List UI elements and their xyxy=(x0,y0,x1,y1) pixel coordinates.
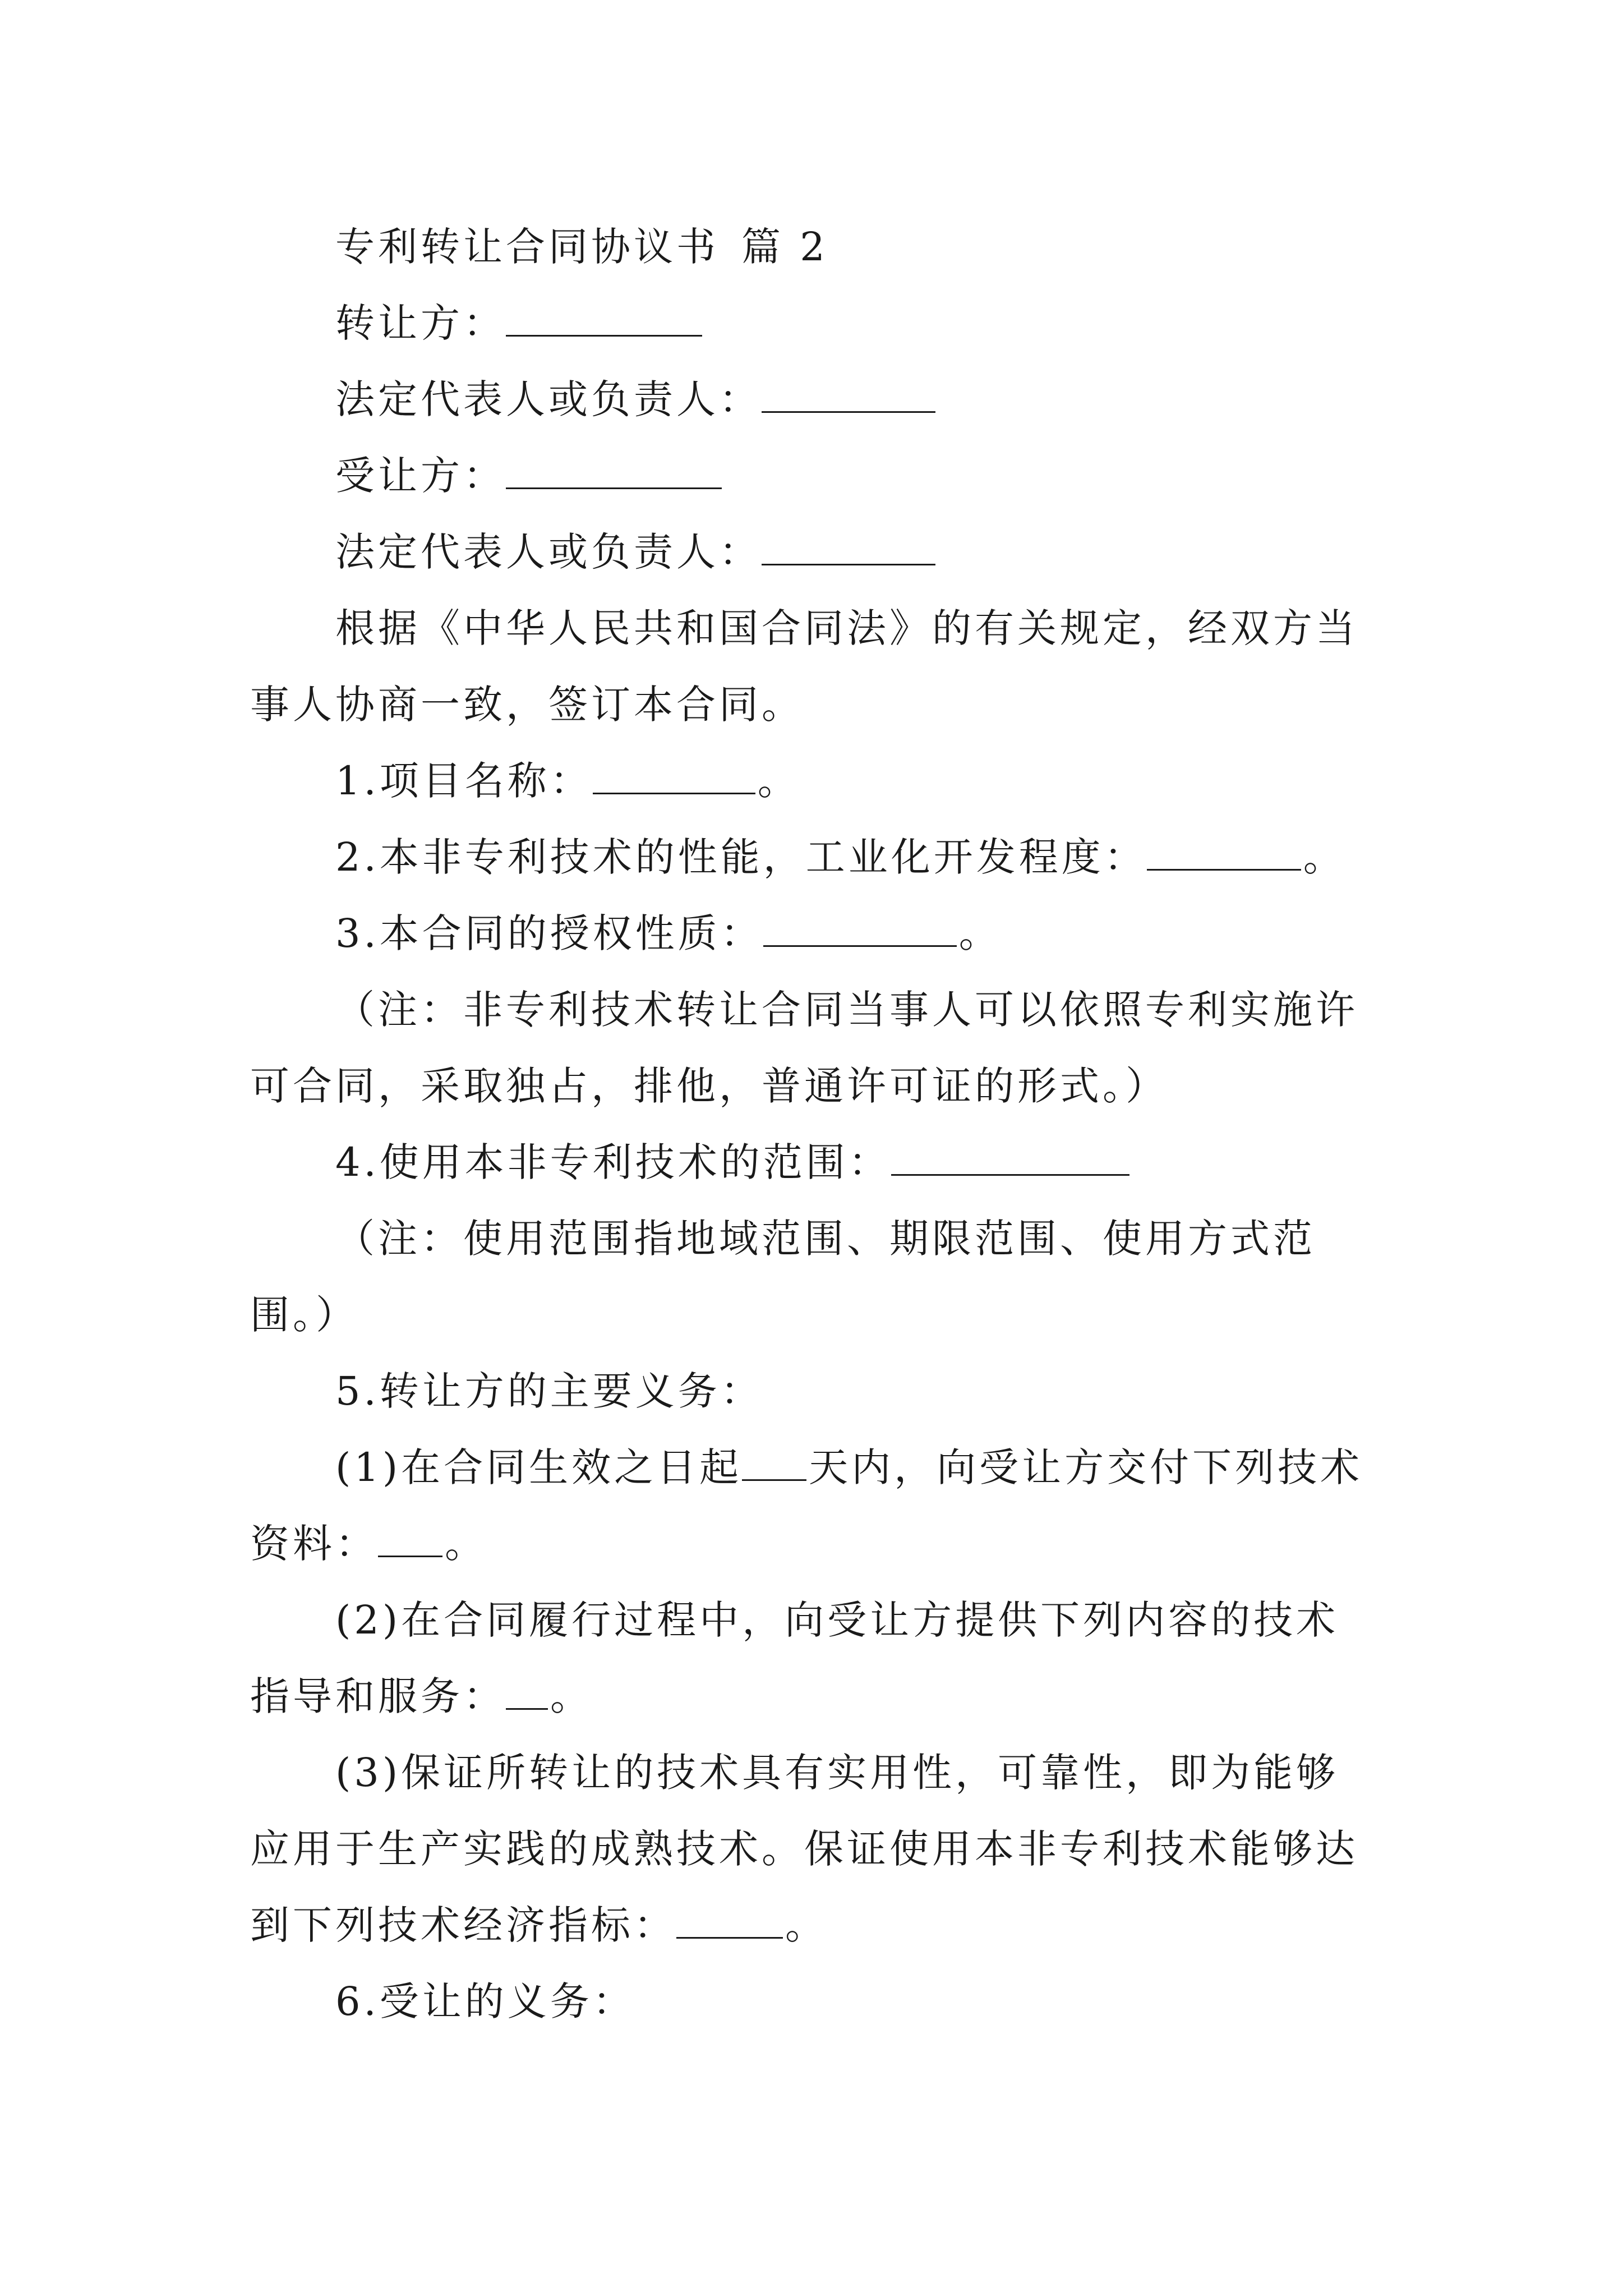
note-2-line-1 xyxy=(0,1200,1623,1277)
document-title-line xyxy=(0,209,1623,285)
note-1-text-1: （注：非专利技术转让合同当事人可以依照专利实施许 xyxy=(335,987,1358,1033)
transferor-representative-label: 法定代表人或负责人： xyxy=(335,376,762,422)
clause-1-line xyxy=(0,743,1623,819)
transferee-line xyxy=(0,438,1623,514)
performance-blank xyxy=(1147,823,1301,871)
transferor-blank xyxy=(506,289,702,337)
clause-5-2-text-1: (2)在合同履行过程中，向受让方提供下列内容的技术 xyxy=(335,1597,1339,1643)
transferee-representative-label: 法定代表人或负责人： xyxy=(335,529,762,575)
transferor-line xyxy=(0,285,1623,361)
project-name-blank xyxy=(593,747,755,794)
clause-3-text: 3.本合同的授权性质： xyxy=(335,910,763,956)
clause-5-3-line-1 xyxy=(0,1734,1623,1811)
note-2-line-2 xyxy=(0,1277,1623,1353)
clause-5-3-text-1: (3)保证所转让的技术具有实用性，可靠性，即为能够 xyxy=(335,1750,1339,1796)
transferee-representative-blank xyxy=(762,518,935,565)
clause-5-1-text-2: 资料： xyxy=(250,1521,378,1567)
transferee-label: 受让方： xyxy=(335,453,506,499)
clause-5-2-line-1 xyxy=(0,1582,1623,1658)
transferee-blank xyxy=(506,441,722,489)
clause-5-2-line-2 xyxy=(0,1658,1623,1734)
clause-3-line xyxy=(0,895,1623,972)
guidance-blank xyxy=(506,1662,548,1710)
scope-blank xyxy=(891,1128,1129,1176)
authorization-blank xyxy=(763,899,957,947)
clause-3-end: 。 xyxy=(958,910,1002,956)
clause-5-3-text-3: 到下列技术经济指标： xyxy=(250,1902,676,1948)
clause-6-text: 6.受让的义务： xyxy=(335,1978,635,2024)
clause-6-line xyxy=(0,1963,1623,2040)
clause-5-text: 5.转让方的主要义务： xyxy=(335,1368,763,1414)
clause-4-line xyxy=(0,1124,1623,1200)
transferor-label: 转让方： xyxy=(335,300,506,346)
transferee-representative-line xyxy=(0,514,1623,590)
clause-5-2-end: 。 xyxy=(550,1673,593,1719)
materials-blank xyxy=(378,1510,442,1557)
clause-2-line xyxy=(0,819,1623,895)
preamble-line-2 xyxy=(0,666,1623,743)
clause-5-3-end: 。 xyxy=(785,1902,828,1948)
note-1-text-2: 可合同，采取独占，排他，普通许可证的形式。） xyxy=(250,1063,1168,1109)
section-label: 篇 2 xyxy=(741,224,828,270)
clause-4-text: 4.使用本非专利技术的范围： xyxy=(335,1139,891,1185)
note-2-text-2: 围。） xyxy=(250,1292,358,1338)
clause-5-3-line-3 xyxy=(0,1887,1623,1963)
indicators-blank xyxy=(676,1891,783,1939)
preamble-text-2: 事人协商一致，签订本合同。 xyxy=(250,682,804,728)
clause-2-text: 2.本非专利技术的性能，工业化开发程度： xyxy=(335,834,1147,880)
note-1-line-2 xyxy=(0,1048,1623,1124)
note-2-text-1: （注：使用范围指地域范围、期限范围、使用方式范 xyxy=(335,1216,1316,1262)
preamble-line-1 xyxy=(0,590,1623,666)
clause-5-3-line-2 xyxy=(0,1811,1623,1887)
clause-5-2-text-2: 指导和服务： xyxy=(250,1673,506,1719)
clause-1-text: 1.项目名称： xyxy=(335,758,593,804)
transferor-representative-blank xyxy=(762,365,935,413)
clause-5-1-end: 。 xyxy=(445,1521,487,1567)
document-title: 专利转让合同协议书 xyxy=(335,224,719,270)
days-blank xyxy=(742,1433,806,1481)
clause-5-line xyxy=(0,1353,1623,1429)
clause-5-1-line-1 xyxy=(0,1429,1623,1506)
clause-5-1-line-2 xyxy=(0,1506,1623,1582)
note-1-line-1 xyxy=(0,972,1623,1048)
clause-5-1-text-1-end: 天内，向受让方交付下列技术 xyxy=(809,1444,1363,1490)
clause-2-end: 。 xyxy=(1303,834,1346,880)
transferor-representative-line xyxy=(0,361,1623,438)
preamble-text-1: 根据《中华人民共和国合同法》的有关规定，经双方当 xyxy=(335,605,1358,651)
clause-5-1-text-1: (1)在合同生效之日起 xyxy=(335,1444,743,1490)
clause-1-end: 。 xyxy=(757,758,800,804)
clause-5-3-text-2: 应用于生产实践的成熟技术。保证使用本非专利技术能够达 xyxy=(250,1826,1358,1872)
